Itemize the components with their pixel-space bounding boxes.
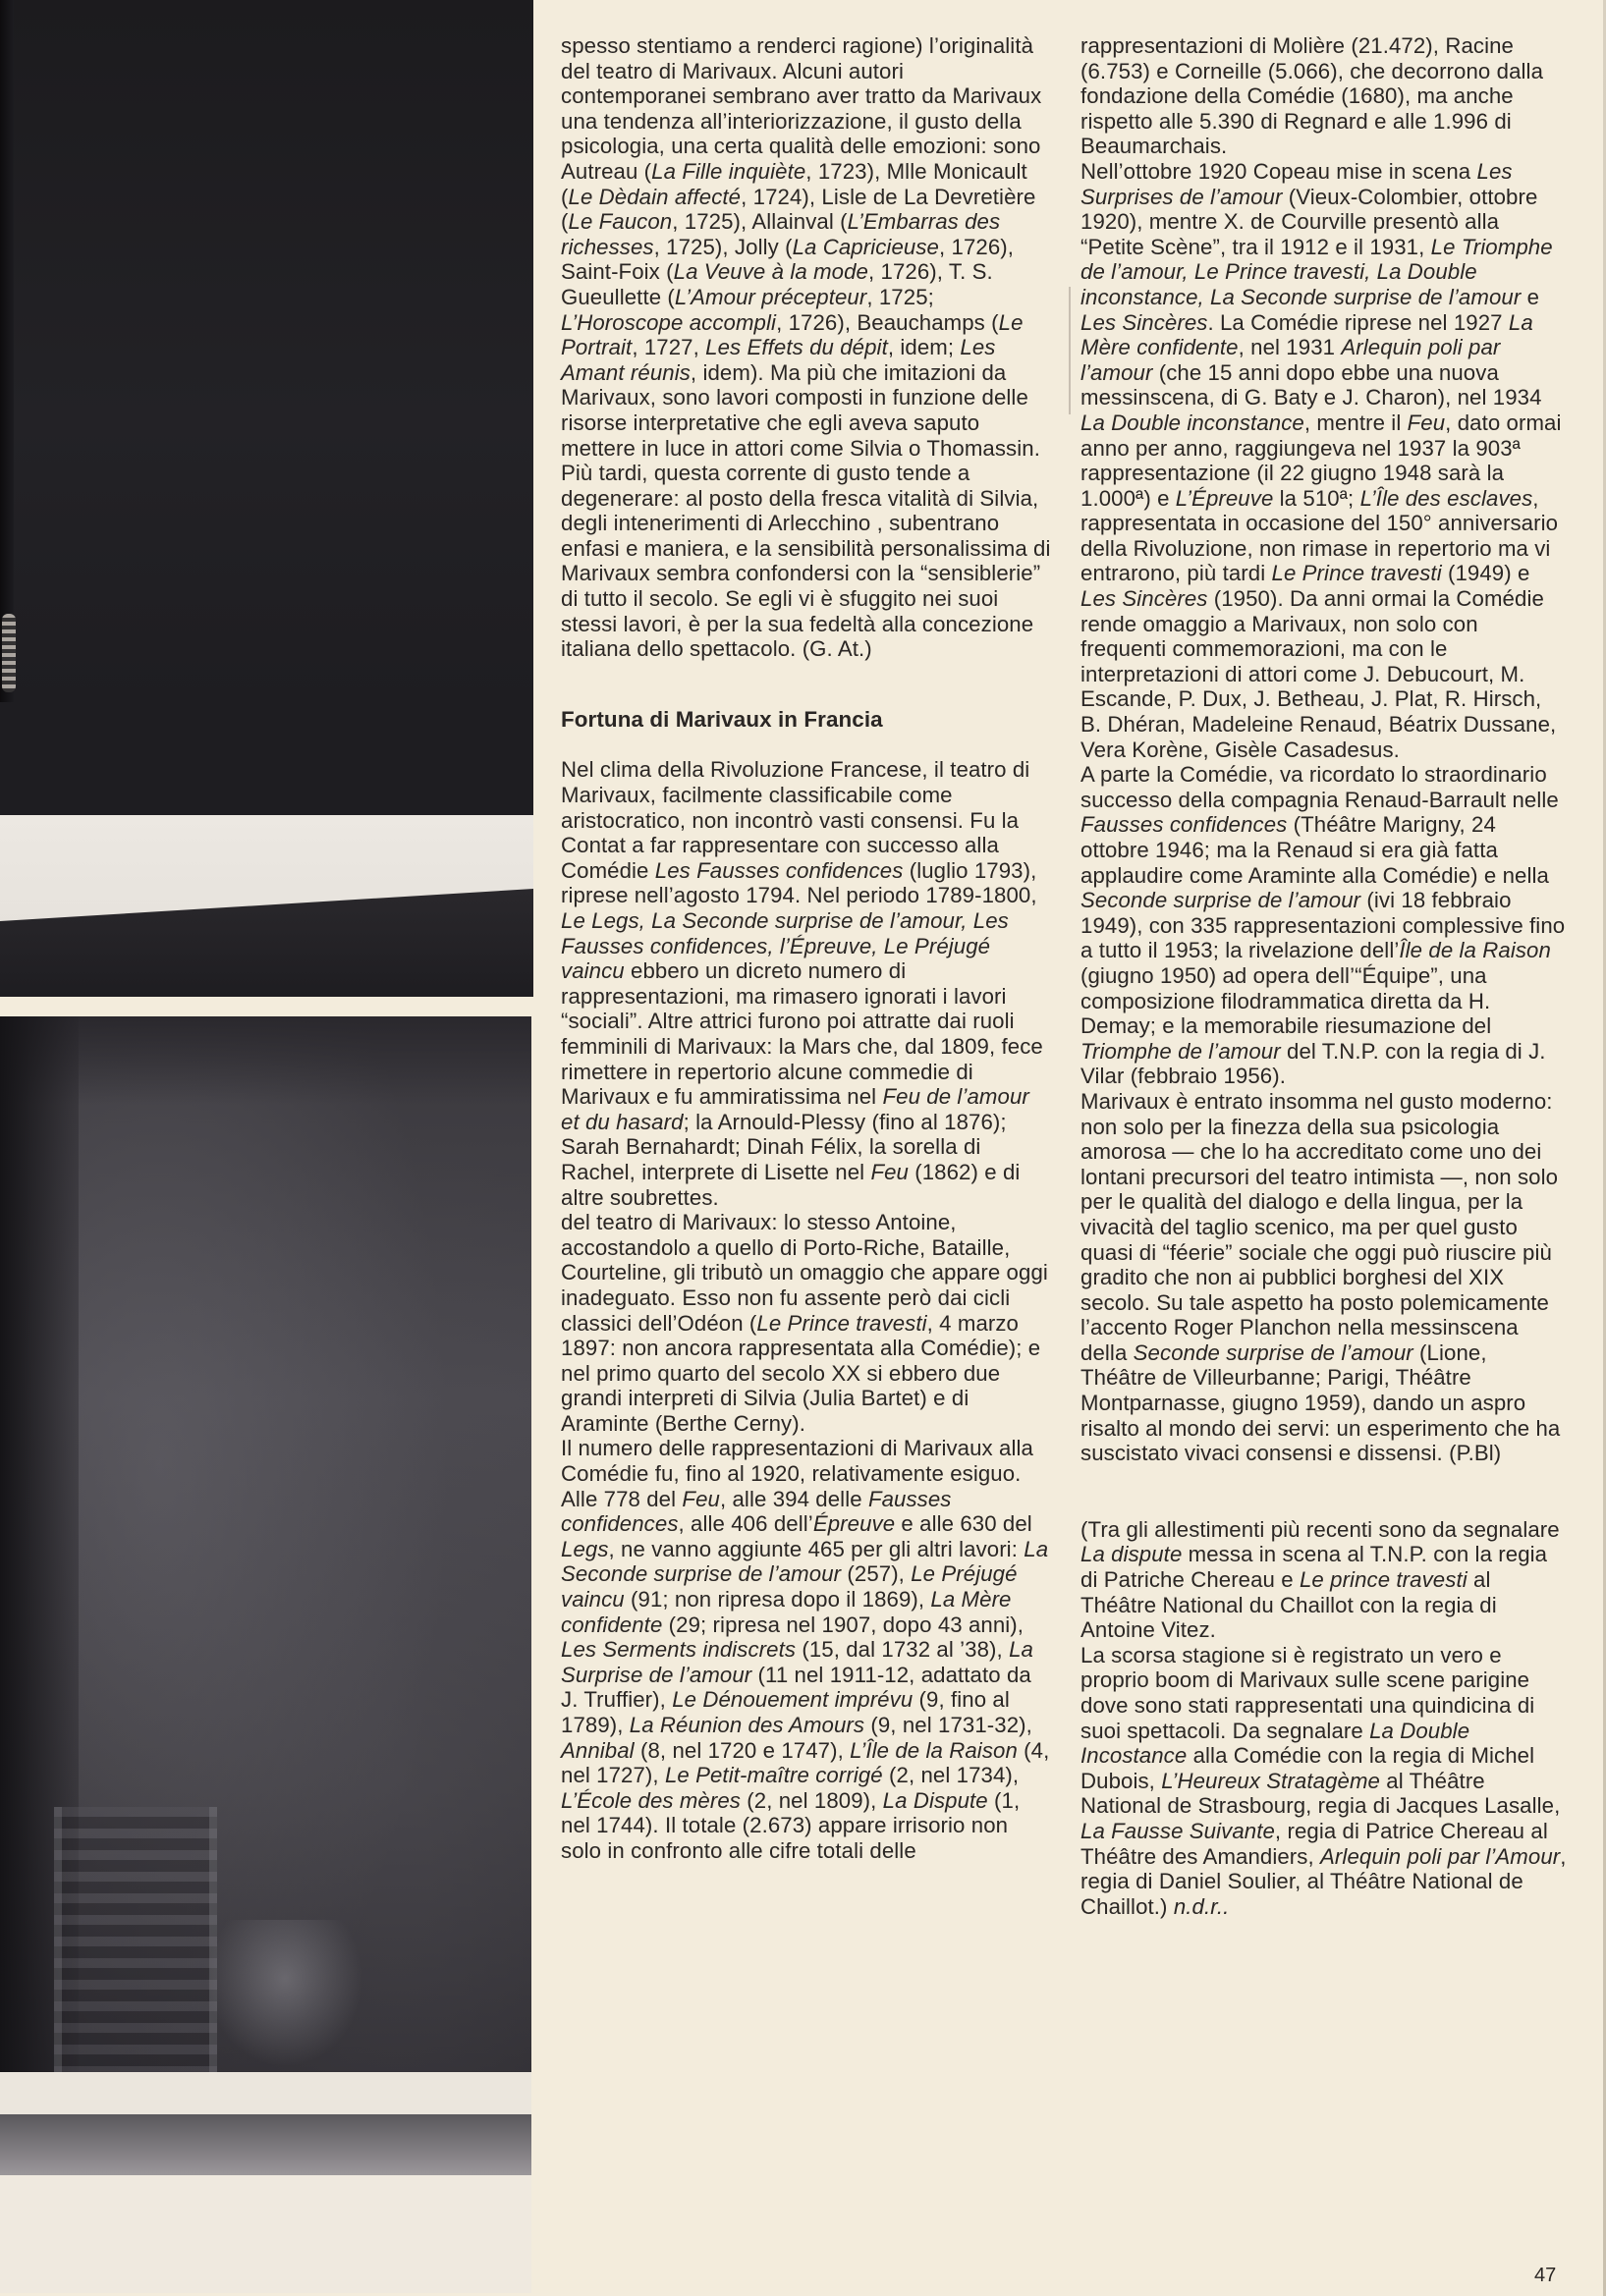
text-run: , idem;	[887, 335, 961, 360]
text-run: (Théâtre Marigny, 24 ottobre 1946; ma la Renaud si era già fatta applaudire come Araminte alla Comédie) e nella	[1080, 812, 1556, 888]
text-run: , idem). Ma più che imitazioni da Marivaux, sono lavori composti in funzione delle risorse interpretative che egli aveva saputo mettere in luce in attori come Silvia o Thomassin. Più tardi, questa corrente di gusto tende a degenerare: al posto della fresca vitalità di Silvia, degli intenerimenti di Arlecchino , subentrano enfasi e maniera, e la sensibilità personalissima di Marivaux sembra confondersi con la “sensiblerie” di tutto il secolo. Se egli vi è sfuggito nei suoi stessi lavori, è per la sua fedeltà alla concezione italiana dello spettacolo. (G. At.)	[561, 359, 1057, 662]
italic-title: Feu	[870, 1159, 909, 1184]
paragraph	[561, 1436, 1056, 1863]
text-run: , dato ormai anno per anno, raggiungeva nel 1937 la 903ª rappresentazione (il 22 giugno 1948 sarà la 1.000ª) e	[1080, 410, 1568, 511]
paragraph	[561, 33, 1057, 662]
italic-title: Le Préjugé vaincu	[561, 1561, 1024, 1613]
italic-title: La Mère confidente	[561, 1587, 1018, 1637]
photo-chair	[54, 1807, 217, 2072]
italic-title: Le Petit-maître corrigé	[664, 1763, 883, 1788]
text-run: (2, nel 1809),	[741, 1787, 883, 1813]
italic-title: n.d.r..	[1173, 1893, 1230, 1919]
text-run: (1862) e di altre soubrettes.	[561, 1159, 1026, 1210]
italic-title: Île de la Raison	[1399, 938, 1551, 963]
italic-title: Le Triomphe de l’amour, Le Prince travesti, La Double inconstance, La Seconde surprise de l’amour	[1080, 234, 1559, 309]
italic-title: Le Legs, La Seconde surprise de l’amour, Les Fausses confidences, l’Épreuve, Le Préjugé vaincu	[561, 908, 1016, 984]
italic-title: Les Effets du dépit	[705, 335, 888, 360]
italic-title: Seconde surprise de l’amour	[1133, 1339, 1413, 1365]
paragraph	[561, 757, 1052, 1210]
italic-title: La Réunion des Amours	[629, 1713, 865, 1737]
italic-title: Les Fausses confidences	[654, 857, 904, 883]
spacer	[1080, 1466, 1567, 1517]
text-run: (9, fino al 1789),	[561, 1687, 1017, 1737]
text-run: La scorsa stagione si è registrato un vero e proprio boom di Marivaux sulle scene parigine dove sono stati rappresentati una quindicina di suoi spettacoli. Da segnalare	[1080, 1642, 1541, 1743]
italic-title: L’Amour précepteur	[674, 284, 867, 309]
italic-title: Les Sincères	[1080, 309, 1208, 335]
italic-title: Les Surprises de l’amour	[1080, 158, 1519, 209]
text-run: e	[1521, 284, 1546, 309]
editor-note	[1080, 1517, 1567, 1643]
photo-ceiling-shadow	[0, 1016, 531, 1105]
italic-title: La Seconde surprise de l’amour	[561, 1536, 1055, 1587]
italic-title: L’Heureux Stratagème	[1161, 1768, 1380, 1793]
italic-title: La Double inconstance	[1080, 410, 1304, 435]
text-run: , 1727,	[632, 335, 706, 360]
italic-title: Feu	[1407, 410, 1446, 435]
text-run: Nell’ottobre 1920 Copeau mise in scena	[1080, 158, 1477, 184]
text-run: (Vieux-Colombier, ottobre 1920), mentre X. de Courville presentò alla “Petite Scène”, tra il 1912 e il 1931,	[1080, 184, 1544, 259]
text-run: del T.N.P. con la regia di J. Vilar (febbraio 1956).	[1080, 1038, 1552, 1089]
italic-title: Arlequin poli par l’Amour	[1320, 1843, 1561, 1869]
text-run: , 1725), Allainval (	[672, 209, 848, 235]
photo-floor	[0, 2114, 531, 2175]
text-run: (1949) e	[1441, 561, 1536, 586]
section-heading: Fortuna di Marivaux in Francia	[561, 706, 883, 732]
italic-title: Les Amant réunis	[561, 335, 1001, 385]
text-run: , mentre il	[1303, 410, 1408, 435]
photo-bottom-margin	[0, 2175, 531, 2293]
italic-title: La Fille inquiète	[651, 158, 806, 184]
italic-title: Le Portrait	[561, 309, 1029, 360]
text-run: al Théâtre National du Chaillot con la regia di Antoine Vitez.	[1080, 1567, 1502, 1643]
text-run: , regia di Daniel Soulier, al Théâtre National de Chaillot.)	[1080, 1843, 1573, 1919]
editor-note	[1080, 1642, 1573, 1920]
text-run: , alle 394 delle	[719, 1486, 868, 1511]
italic-title: L’Horoscope accompli	[561, 309, 777, 335]
text-run: . La Comédie riprese nel 1927	[1207, 309, 1509, 335]
text-run: (che 15 anni dopo ebbe una nuova messinscena, di G. Baty e J. Charon), nel 1934	[1080, 359, 1548, 410]
text-run: e alle 630 del	[895, 1511, 1039, 1537]
text-run: , ne vanno aggiunte 465 per gli altri lavori:	[608, 1536, 1025, 1561]
text-run: (11 nel 1911-12, adattato da J. Truffier),	[561, 1662, 1038, 1713]
article-column-middle	[561, 33, 1057, 1864]
article-column-right	[1080, 33, 1573, 1919]
text-run: (giugno 1950) ad opera dell’“Équipe”, una composizione filodrammatica diretta da H. Demay; e la memorabile riesumazione del	[1080, 938, 1558, 1039]
text-run: , nel 1931	[1238, 335, 1342, 360]
text-run: (ivi 18 febbraio 1949), con 335 rappresentazioni complessive fino a tutto il 1953; la rivelazione dell’	[1080, 888, 1572, 963]
italic-title: La Double Incostance	[1080, 1718, 1476, 1769]
text-run: (luglio 1793), riprese nell’agosto 1794. Nel periodo 1789-1800,	[561, 857, 1043, 908]
italic-title: Le prince travesti	[1299, 1567, 1468, 1593]
italic-title: Le Prince travesti	[1271, 561, 1442, 586]
italic-title: Le Dèdain affecté	[568, 184, 742, 209]
text-run: Nel clima della Rivoluzione Francese, il teatro di Marivaux, facilmente classificabile come aristocratico, non incontrò vasti consensi. Fu la Contat a far rappresentare con successo alla Comédie	[561, 757, 1036, 883]
italic-title: Le Dénouement imprévu	[672, 1687, 914, 1713]
text-run: , 1725), Jolly (	[653, 234, 793, 259]
text-run: (29; ripresa nel 1907, dopo 43 anni),	[662, 1612, 1030, 1637]
text-run: , alle 406 dell’	[678, 1511, 813, 1537]
text-run: (15, dal 1732 al ’38),	[796, 1637, 1010, 1663]
text-run: , 1724), Lisle de La Devretière (	[561, 184, 1042, 235]
paragraph	[1080, 762, 1572, 1089]
text-run: (2, nel 1734),	[882, 1763, 1025, 1788]
paragraph	[1080, 159, 1567, 762]
paragraph	[1080, 33, 1567, 159]
text-run: (257),	[841, 1561, 912, 1587]
italic-title: La Dispute	[882, 1787, 988, 1813]
italic-title: Triomphe de l’amour	[1080, 1038, 1281, 1064]
text-run: , rappresentata in occasione del 150° anniversario della Rivoluzione, non rimase in repertorio ma vi entrarono, più tardi	[1080, 485, 1565, 586]
paragraph	[561, 1210, 1055, 1436]
text-run: al Théâtre National de Strasbourg, regia di Jacques Lasalle,	[1080, 1768, 1567, 1819]
italic-title: La Mère confidente	[1080, 309, 1540, 360]
italic-title: L’Île des esclaves	[1359, 485, 1533, 511]
margin-mark	[1069, 287, 1071, 414]
italic-title: Le Prince travesti	[756, 1310, 927, 1336]
italic-title: Fausses confidences	[1080, 812, 1288, 838]
page-gutter-shadow	[0, 0, 14, 702]
italic-title: Les Serments indiscrets	[561, 1637, 797, 1663]
italic-title: La dispute	[1080, 1542, 1183, 1567]
text-run: del teatro di Marivaux: lo stesso Antoine, accostandolo a quello di Porto-Riche, Bataille, Courteline, gli tributò un omaggio che appare oggi inadeguato. Esso non fu assente però dai cicli classici dell’Odéon (	[561, 1210, 1055, 1336]
text-run: Il numero delle rappresentazioni di Marivaux alla Comédie fu, fino al 1920, relativamente esiguo. Alle 778 del	[561, 1436, 1040, 1511]
text-run: la 510ª;	[1273, 485, 1360, 511]
italic-title: L’Épreuve	[1175, 485, 1274, 511]
italic-title: L’Embarras des richesses	[561, 209, 1007, 259]
text-run: A parte la Comédie, va ricordato lo straordinario successo della compagnia Renaud-Barrault nelle	[1080, 762, 1566, 812]
page-number: 47	[1534, 2265, 1557, 2286]
italic-title: La Fausse Suivante	[1080, 1818, 1275, 1843]
text-run: (1950). Da anni ormai la Comédie rende omaggio a Marivaux, non solo con frequenti commemorazioni, ma con le interpretazioni di attori come J. Debucourt, M. Escande, P. Dux, J. Betheau, J. Plat, R. Hirsch, B. Dhéran, Madeleine Renaud, Béatrix Dussane, Vera Korène, Gisèle Casadesus.	[1080, 586, 1563, 762]
italic-title: L’École des mères	[561, 1787, 741, 1813]
paragraph	[1080, 1089, 1567, 1466]
text-run: rappresentazioni di Molière (21.472), Racine (6.753) e Corneille (5.066), che decorrono dalla fondazione della Comédie (1680), ma anche rispetto alle 5.390 di Regnard e alle 1.996 di Beaumarchais.	[1080, 33, 1550, 159]
stage-photo-top	[0, 0, 533, 702]
text-run: , regia di Patrice Chereau al Théâtre des Amandiers,	[1080, 1818, 1554, 1869]
text-run: (8, nel 1720 e 1747),	[634, 1737, 851, 1763]
binding-mark	[2, 614, 16, 692]
text-run: (Lione, Théâtre de Villeurbanne; Parigi, Théâtre Montparnasse, giugno 1959), dando un aspro risalto al mondo dei servi: un esperimento che ha suscistato vivaci consensi e dissensi. (P.Bl)	[1080, 1339, 1567, 1466]
text-run: , 1726), Saint-Foix (	[561, 234, 1021, 285]
text-run: (4, nel 1727),	[561, 1737, 1056, 1788]
text-run: (91; non ripresa dopo il 1869),	[624, 1587, 931, 1613]
italic-title: Épreuve	[812, 1511, 896, 1537]
text-run: spesso stentiamo a renderci ragione) l’originalità del teatro di Marivaux. Alcuni autori contemporanei sembrano aver tratto da Marivaux una tendenza all’interiorizzazione, il gusto della psicologia, una certa qualità delle emozioni: sono Autreau (	[561, 33, 1048, 184]
text-run: , 1723), Mlle Monicault (	[561, 158, 1034, 209]
italic-title: Fausses confidences	[561, 1486, 958, 1537]
italic-title: Legs	[561, 1536, 609, 1561]
photo-seated-figure	[206, 1920, 363, 2067]
text-run: Marivaux è entrato insomma nel gusto moderno: non solo per la finezza della sua psicologia amorosa — che lo ha accreditato come uno dei lontani precursori del teatro intimista —, non solo per le qualità del dialogo e della lingua, per la vivacità del taglio scenico, ma per quel gusto quasi di “féerie” sociale che oggi può riuscire più gradito che non ai pubblici borghesi del XIX secolo. Su tale aspetto ha posto polemicamente l’accento Roger Planchon nella messinscena della	[1080, 1088, 1565, 1365]
text-run: , 1725;	[866, 284, 941, 309]
text-run: (9, nel 1731-32),	[864, 1713, 1039, 1737]
text-run: (1, nel 1744). Il totale (2.673) appare irrisorio non solo in confronto alle cifre totali delle	[561, 1787, 1026, 1863]
text-run: ; la Arnould-Plessy (fino al 1876); Sarah Bernahardt; Dinah Félix, la sorella di Rachel, interprete di Lisette nel	[561, 1109, 1013, 1184]
italic-title: La Veuve à la mode	[673, 259, 868, 285]
stage-photo-bottom	[0, 1016, 531, 2293]
italic-title: Feu de l’amour et du hasard	[561, 1084, 1036, 1134]
stage-photo-top-lower	[0, 702, 533, 820]
text-run: , 4 marzo 1897: non ancora rappresentata alla Comédie); e nel primo quarto del secolo XX si ebbero due grandi interpreti di Silvia (Julia Bartet) e di Araminte (Berthe Cerny).	[561, 1310, 1047, 1436]
text-run: alla Comédie con la regia di Michel Dubois,	[1080, 1743, 1541, 1793]
italic-title: L’Île de la Raison	[850, 1737, 1018, 1763]
italic-title: Les Sincères	[1080, 586, 1208, 612]
italic-title: Seconde surprise de l’amour	[1080, 888, 1361, 913]
text-run: (Tra gli allestimenti più recenti sono da segnalare	[1080, 1516, 1566, 1542]
italic-title: Feu	[682, 1486, 720, 1511]
italic-title: La Surprise de l’amour	[561, 1637, 1040, 1687]
text-run: , 1726), Beauchamps (	[776, 309, 999, 335]
italic-title: Arlequin poli par l’amour	[1080, 335, 1507, 385]
italic-title: Annibal	[561, 1737, 635, 1763]
italic-title: La Capricieuse	[792, 234, 939, 259]
text-run: messa in scena al T.N.P. con la regia di Patriche Chereau e	[1080, 1542, 1554, 1593]
italic-title: Le Faucon	[568, 209, 673, 235]
text-run: ebbero un dicreto numero di rappresentazioni, ma rimasero ignorati i lavori “sociali”. Altre attrici furono poi attratte dai ruoli femminili di Marivaux: la Mars che, dal 1809, fece rimettere in repertorio alcune commedie di Marivaux e fu ammiratissima nel	[561, 958, 1050, 1110]
text-run: , 1726), T. S. Gueullette (	[561, 259, 1000, 309]
